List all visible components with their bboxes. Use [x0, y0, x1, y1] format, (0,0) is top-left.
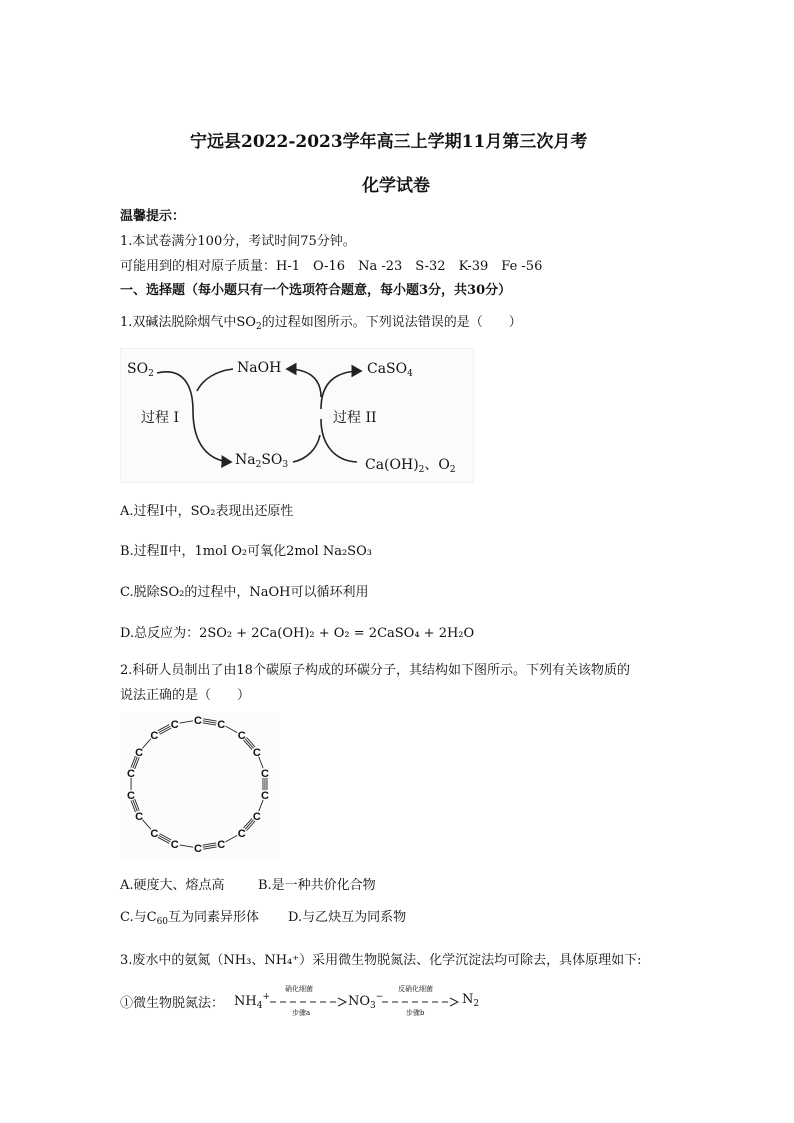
double-alkali-diagram	[120, 348, 474, 483]
q1-option-a: A.过程Ⅰ中，SO₂表现出还原性	[120, 504, 294, 519]
section-heading: 一、选择题（每小题只有一个选项符合题意，每小题3分，共30分）	[120, 283, 512, 298]
triple-bond	[203, 723, 216, 725]
q1-stem-sub: 2	[255, 322, 262, 332]
single-bond	[226, 726, 238, 732]
carbon-atom: C	[135, 747, 144, 759]
carbon-atom: C	[260, 790, 269, 803]
q1-stem-b: 的过程如图所示。下列说法错误的是（ ）	[261, 315, 522, 330]
triple-bond	[203, 719, 216, 721]
process-1-label: 过程 I	[141, 410, 179, 426]
q3-route-1	[120, 985, 520, 1018]
carbon-atom: C	[135, 811, 144, 823]
single-bond	[180, 721, 193, 723]
triple-bond	[135, 799, 139, 811]
page-subtitle: 化学试卷	[362, 176, 430, 196]
single-bond	[180, 845, 193, 847]
carbon-atom: C	[127, 790, 136, 803]
triple-bond	[203, 847, 216, 849]
carbon-atom: C	[127, 767, 136, 780]
process-2-label: 过程 II	[333, 410, 377, 426]
caoh2-o2-label: $Ca(OH)_2$、$O_2$	[365, 457, 456, 475]
triple-bond	[135, 757, 139, 769]
q2-option-d: D.与乙炔互为同系物	[288, 910, 407, 925]
carbon-atom: C	[237, 729, 246, 742]
na2so3-label: $Na_2SO_3$	[235, 452, 289, 470]
q1-option-b: B.过程Ⅱ中，1mol O₂可氧化2mol Na₂SO₃	[120, 544, 372, 559]
triple-bond	[203, 721, 216, 723]
single-bond	[226, 835, 238, 841]
carbon-atom: C	[150, 828, 159, 841]
cyclocarbon-ring-diagram	[120, 712, 280, 860]
q1-option-c: C.脱除SO₂的过程中，NaOH可以循环利用	[120, 585, 369, 600]
q2-option-c: C.与$C_{60}$互为同素异形体	[120, 910, 260, 927]
so2-label: $SO_2$	[127, 361, 154, 379]
q2-option-a: A.硬度大、熔点高	[120, 878, 225, 893]
carbon-atom: C	[217, 718, 226, 731]
arrow-1-top-label: 硝化细菌	[285, 985, 313, 993]
carbon-atom: C	[194, 843, 202, 855]
arrow-2	[380, 996, 460, 1008]
carbon-atom: C	[150, 729, 159, 742]
carbon-atom: C	[260, 767, 269, 780]
notice-line-1: 1.本试卷满分100分，考试时间75分钟。	[120, 234, 356, 249]
n2-species: $N_2$	[462, 992, 480, 1009]
q1-option-d: D.总反应为：2SO₂ + 2Ca(OH)₂ + O₂ = 2CaSO₄ + 2H₂O	[120, 626, 475, 641]
no3-species: $NO_3^-$	[348, 992, 384, 1011]
arrow-2-bottom-label: 步骤b	[406, 1009, 425, 1017]
question-3-stem: 3.废水中的氨氮（NH₃、NH₄⁺）采用微生物脱氮法、化学沉淀法均可除去，具体原理如下:	[120, 953, 642, 968]
cyclocarbon-ring	[120, 712, 280, 860]
nh4-species: $NH_4^+$	[234, 992, 270, 1011]
carbon-atom: C	[252, 811, 261, 823]
page-title: 宁远县2022-2023学年高三上学期11月第三次月考	[190, 132, 588, 152]
arrow-2-top-label: 反硝化细菌	[398, 985, 433, 993]
notice-heading: 温馨提示：	[120, 209, 186, 224]
triple-bond	[203, 845, 216, 847]
notice-line-2: 可能用到的相对原子质量：H-1 O-16 Na -23 S-32 K-39 Fe -56	[120, 259, 543, 274]
arrow-1	[268, 996, 348, 1008]
question-2-stem-line-1: 2.科研人员制出了由18个碳原子构成的环碳分子，其结构如下图所示。下列有关该物质的	[120, 663, 630, 678]
q1-stem-a: 1.双碱法脱除烟气中SO	[120, 315, 256, 330]
carbon-atom: C	[170, 839, 179, 852]
caso4-label: CaSO$_4$	[367, 361, 413, 379]
question-2-stem-line-2: 说法正确的是（ ）	[120, 688, 251, 703]
arrow-1-bottom-label: 步骤a	[292, 1009, 311, 1017]
q3-route-1-label: ①微生物脱氮法：	[120, 996, 225, 1011]
carbon-atom: C	[217, 839, 226, 852]
q2-option-b: B.是一种共价化合物	[258, 878, 376, 893]
naoh-label: NaOH	[237, 360, 282, 376]
carbon-atom: C	[194, 715, 202, 727]
carbon-atom: C	[170, 718, 179, 731]
triple-bond	[203, 843, 216, 845]
carbon-atom: C	[252, 747, 261, 759]
question-1-stem	[120, 311, 522, 332]
carbon-atom: C	[237, 828, 246, 841]
